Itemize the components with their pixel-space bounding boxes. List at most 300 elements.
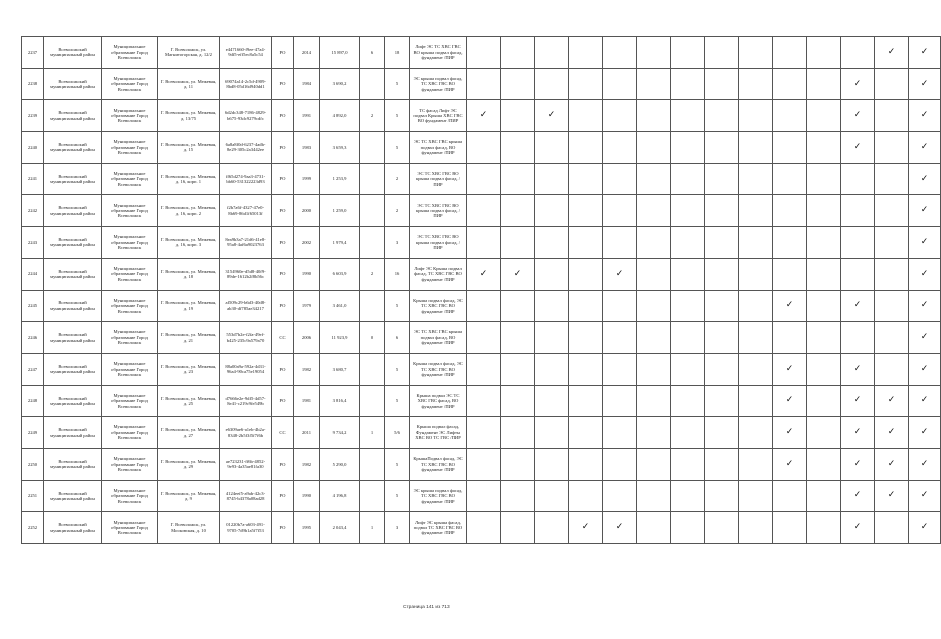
- work-column-11-cell: [807, 448, 841, 480]
- floor-count-cell: 5: [385, 480, 410, 512]
- address-cell: Г. Всеволожск, ул. Магнитогорская, д. 12/2: [158, 37, 220, 69]
- work-column-4-cell: [569, 448, 603, 480]
- work-column-5-cell: [603, 132, 637, 164]
- work-column-2-cell: [501, 480, 535, 512]
- house-guid-cell: 3154960e-d5d8-40f9-89de-1612b2f8b56c: [220, 258, 272, 290]
- checkmark-icon: ✓: [920, 427, 929, 438]
- work-column-6-cell: [637, 353, 671, 385]
- municipal-formation-cell: Муниципальное образование Город Всеволожск: [102, 322, 158, 354]
- work-column-10-cell: [773, 417, 807, 449]
- work-column-1-cell: [467, 512, 501, 544]
- checkmark-icon: ✓: [853, 78, 862, 89]
- table-row: [22, 512, 941, 544]
- checkmark-icon: ✓: [785, 363, 794, 374]
- work-column-4-cell: [569, 100, 603, 132]
- work-column-2-cell: [501, 195, 535, 227]
- total-area-cell: 3 690,2: [320, 68, 360, 100]
- row-number-cell: 2241: [22, 163, 44, 195]
- row-number-cell: 2237: [22, 37, 44, 69]
- work-column-11-cell: [807, 385, 841, 417]
- work-column-8-cell: [705, 258, 739, 290]
- work-column-9-cell: [739, 417, 773, 449]
- work-column-6-cell: [637, 448, 671, 480]
- total-area-cell: 3 461,0: [320, 290, 360, 322]
- work-column-8-cell: [705, 132, 739, 164]
- work-column-7-cell: [671, 258, 705, 290]
- work-column-9-cell: [739, 290, 773, 322]
- work-column-6-cell: [637, 163, 671, 195]
- total-area-cell: 4 892,0: [320, 100, 360, 132]
- municipal-formation-cell: Муниципальное образование Город Всеволожск: [102, 385, 158, 417]
- municipal-formation-cell: Муниципальное образование Город Всеволожск: [102, 227, 158, 259]
- municipal-district-cell: Всеволожский муниципальный район: [44, 132, 102, 164]
- work-types-cell: ЭС ТС ХВС ГВС ВО крыша подвал фасад, /ПИР: [410, 195, 467, 227]
- row-number-cell: 2252: [22, 512, 44, 544]
- work-column-9-cell: [739, 322, 773, 354]
- work-column-8-cell: [705, 290, 739, 322]
- checkmark-icon: ✓: [853, 427, 862, 438]
- work-column-8-cell: [705, 37, 739, 69]
- work-column-7-cell: [671, 353, 705, 385]
- house-guid-cell: e4471660-f9ee-47a4-9df5-eff5ec8a5c54: [220, 37, 272, 69]
- house-guid-cell: af509c29-b6d3-40d8-ab30-df785ae34217: [220, 290, 272, 322]
- work-column-3-cell: [535, 227, 569, 259]
- total-area-cell: 9 734,2: [320, 417, 360, 449]
- work-column-11-cell: [807, 37, 841, 69]
- work-column-6-cell: [637, 512, 671, 544]
- work-column-3-cell: [535, 100, 569, 132]
- work-column-6-cell: [637, 480, 671, 512]
- work-column-8-cell: [705, 68, 739, 100]
- work-column-3-cell: [535, 37, 569, 69]
- table-row: [22, 227, 941, 259]
- work-column-3-cell: [535, 290, 569, 322]
- work-column-14-cell: [909, 290, 941, 322]
- row-number-cell: 2250: [22, 448, 44, 480]
- work-column-2-cell: [501, 290, 535, 322]
- municipal-formation-cell: Муниципальное образование Город Всеволожск: [102, 100, 158, 132]
- work-column-3-cell: [535, 68, 569, 100]
- work-column-14-cell: [909, 227, 941, 259]
- total-area-cell: 15 897,0: [320, 37, 360, 69]
- work-column-1-cell: [467, 480, 501, 512]
- work-column-10-cell: [773, 322, 807, 354]
- work-column-8-cell: [705, 195, 739, 227]
- checkmark-icon: ✓: [853, 110, 862, 121]
- work-types-cell: Крыша подвал фасад, Фундамент ЭС Лифты ХВС ВО ТС ГВС /ПИР: [410, 417, 467, 449]
- build-year-cell: 1983: [294, 132, 320, 164]
- checkmark-icon: ✓: [581, 522, 590, 533]
- municipal-formation-cell: Муниципальное образование Город Всеволожск: [102, 68, 158, 100]
- address-cell: Г. Всеволожск, ул. Межевая, д. 21: [158, 322, 220, 354]
- table-row: [22, 100, 941, 132]
- work-column-9-cell: [739, 68, 773, 100]
- work-types-cell: Крыша подвал ЭС ТС ХВС ГВС фасад, ВО фундамент /ПИР: [410, 385, 467, 417]
- checkmark-icon: ✓: [785, 300, 794, 311]
- municipal-formation-cell: Муниципальное образование Город Всеволожск: [102, 258, 158, 290]
- table-row: [22, 448, 941, 480]
- floor-count-cell: 5: [385, 385, 410, 417]
- work-column-14-cell: [909, 163, 941, 195]
- work-column-14-cell: [909, 258, 941, 290]
- fund-type-cell: РО: [272, 258, 294, 290]
- table-row: [22, 132, 941, 164]
- work-column-11-cell: [807, 353, 841, 385]
- work-column-5-cell: [603, 37, 637, 69]
- floor-count-cell: 6: [385, 322, 410, 354]
- row-number-cell: 2251: [22, 480, 44, 512]
- work-column-10-cell: [773, 68, 807, 100]
- total-area-cell: 1 253,9: [320, 163, 360, 195]
- checkmark-icon: ✓: [785, 395, 794, 406]
- address-cell: Г. Всеволожск, ул. Межевая, д. 13/75: [158, 100, 220, 132]
- work-column-3-cell: [535, 322, 569, 354]
- work-column-14-cell: [909, 417, 941, 449]
- row-number-cell: 2244: [22, 258, 44, 290]
- table-row: [22, 37, 941, 69]
- work-column-8-cell: [705, 448, 739, 480]
- work-column-12-cell: [841, 353, 875, 385]
- entrance-count-cell: [360, 448, 385, 480]
- work-column-5-cell: [603, 100, 637, 132]
- work-column-3-cell: [535, 163, 569, 195]
- work-column-9-cell: [739, 37, 773, 69]
- house-guid-cell: ff65d274-9aa3-4731-bb60-531322223d93: [220, 163, 272, 195]
- checkmark-icon: ✓: [920, 458, 929, 469]
- work-column-5-cell: [603, 322, 637, 354]
- work-column-2-cell: [501, 258, 535, 290]
- work-column-11-cell: [807, 100, 841, 132]
- build-year-cell: 1990: [294, 480, 320, 512]
- work-column-5-cell: [603, 448, 637, 480]
- work-column-14-cell: [909, 512, 941, 544]
- checkmark-icon: ✓: [785, 458, 794, 469]
- checkmark-icon: ✓: [547, 110, 556, 121]
- work-column-7-cell: [671, 290, 705, 322]
- table-row: [22, 163, 941, 195]
- work-column-1-cell: [467, 195, 501, 227]
- work-types-cell: ЭС ТС ХВС ГВС крыша подвал фасад, ВО фундамент /ПИР: [410, 322, 467, 354]
- work-column-10-cell: [773, 353, 807, 385]
- table-row: [22, 480, 941, 512]
- address-cell: Г. Всеволожск, ул. Межевая, д. 15: [158, 132, 220, 164]
- work-column-2-cell: [501, 132, 535, 164]
- work-column-4-cell: [569, 68, 603, 100]
- address-cell: Г. Всеволожск, ул. Межевая, д. 11: [158, 68, 220, 100]
- work-column-13-cell: [875, 353, 909, 385]
- fund-type-cell: РО: [272, 353, 294, 385]
- checkmark-icon: ✓: [887, 46, 896, 57]
- work-column-4-cell: [569, 195, 603, 227]
- total-area-cell: 3 680,7: [320, 353, 360, 385]
- work-column-10-cell: [773, 258, 807, 290]
- table-row: [22, 290, 941, 322]
- address-cell: Г. Всеволожск, ул. Межевая, д. 16, корп. 2: [158, 195, 220, 227]
- entrance-count-cell: 2: [360, 258, 385, 290]
- work-column-5-cell: [603, 417, 637, 449]
- house-guid-cell: d7666e2e-9df5-4d57-8e41-c219c9fe549b: [220, 385, 272, 417]
- fund-type-cell: РО: [272, 195, 294, 227]
- work-column-4-cell: [569, 480, 603, 512]
- fund-type-cell: РО: [272, 385, 294, 417]
- fund-type-cell: СС: [272, 322, 294, 354]
- work-column-2-cell: [501, 322, 535, 354]
- work-column-10-cell: [773, 448, 807, 480]
- work-column-14-cell: [909, 68, 941, 100]
- work-column-6-cell: [637, 417, 671, 449]
- work-column-7-cell: [671, 227, 705, 259]
- work-column-6-cell: [637, 227, 671, 259]
- fund-type-cell: РО: [272, 290, 294, 322]
- municipal-formation-cell: Муниципальное образование Город Всеволожск: [102, 163, 158, 195]
- work-column-6-cell: [637, 258, 671, 290]
- work-column-1-cell: [467, 353, 501, 385]
- work-column-13-cell: [875, 195, 909, 227]
- work-column-2-cell: [501, 37, 535, 69]
- checkmark-icon: ✓: [920, 395, 929, 406]
- work-column-4-cell: [569, 512, 603, 544]
- work-column-10-cell: [773, 512, 807, 544]
- checkmark-icon: ✓: [853, 458, 862, 469]
- table-row: [22, 322, 941, 354]
- work-column-9-cell: [739, 100, 773, 132]
- municipal-formation-cell: Муниципальное образование Город Всеволожск: [102, 132, 158, 164]
- house-guid-cell: 88a00a9a-592a-4d31-96a4-90ca75e19054: [220, 353, 272, 385]
- work-column-14-cell: [909, 385, 941, 417]
- work-types-cell: Лифт ЭС Крыша подвал фасад, ТС ХВС ГВС ВО фундамент /ПИР: [410, 258, 467, 290]
- work-column-1-cell: [467, 258, 501, 290]
- work-column-5-cell: [603, 385, 637, 417]
- table-row: [22, 195, 941, 227]
- work-column-6-cell: [637, 37, 671, 69]
- work-column-1-cell: [467, 100, 501, 132]
- build-year-cell: 1982: [294, 448, 320, 480]
- work-column-4-cell: [569, 353, 603, 385]
- total-area-cell: 5 290,0: [320, 448, 360, 480]
- table-row: [22, 417, 941, 449]
- work-column-3-cell: [535, 512, 569, 544]
- address-cell: Г. Всеволожск, ул. Межевая, д. 16, корп. 1: [158, 163, 220, 195]
- entrance-count-cell: [360, 132, 385, 164]
- work-types-cell: Лифт ЭС крыша фасад, подвал ТС ХВС ГВС ВО фундамент /ПИР: [410, 512, 467, 544]
- work-column-6-cell: [637, 385, 671, 417]
- entrance-count-cell: [360, 385, 385, 417]
- total-area-cell: 6 603,9: [320, 258, 360, 290]
- work-column-11-cell: [807, 163, 841, 195]
- row-number-cell: 2238: [22, 68, 44, 100]
- municipal-district-cell: Всеволожский муниципальный район: [44, 195, 102, 227]
- work-column-10-cell: [773, 100, 807, 132]
- work-column-4-cell: [569, 290, 603, 322]
- work-column-3-cell: [535, 385, 569, 417]
- work-column-5-cell: [603, 258, 637, 290]
- address-cell: Г. Всеволожск, ул. Межевая, д. 29: [158, 448, 220, 480]
- entrance-count-cell: [360, 68, 385, 100]
- work-column-2-cell: [501, 353, 535, 385]
- address-cell: Г. Всеволожск, ул. Межевая, д. 27: [158, 417, 220, 449]
- work-column-13-cell: [875, 290, 909, 322]
- work-types-cell: ЭС ТС ХВС ГВС ВО крыша подвал фасад, /ПИР: [410, 163, 467, 195]
- house-guid-cell: e6309ae6-a1eb-4b2a-8348-2b5f3f5f7f6b: [220, 417, 272, 449]
- municipal-district-cell: Всеволожский муниципальный район: [44, 512, 102, 544]
- work-column-2-cell: [501, 448, 535, 480]
- work-column-12-cell: [841, 417, 875, 449]
- work-column-7-cell: [671, 322, 705, 354]
- work-column-1-cell: [467, 163, 501, 195]
- checkmark-icon: ✓: [920, 78, 929, 89]
- work-column-2-cell: [501, 385, 535, 417]
- work-column-13-cell: [875, 417, 909, 449]
- address-cell: Г. Всеволожск, ул. Межевая, д. 25: [158, 385, 220, 417]
- work-column-7-cell: [671, 480, 705, 512]
- checkmark-icon: ✓: [853, 363, 862, 374]
- work-column-9-cell: [739, 258, 773, 290]
- work-column-13-cell: [875, 480, 909, 512]
- row-number-cell: 2246: [22, 322, 44, 354]
- work-types-cell: ТС фасад Лифт ЭС подвал Крыша ХВС ГВС ВО фундамент /ПИР: [410, 100, 467, 132]
- municipal-district-cell: Всеволожский муниципальный район: [44, 37, 102, 69]
- work-column-1-cell: [467, 448, 501, 480]
- work-column-10-cell: [773, 163, 807, 195]
- work-column-2-cell: [501, 417, 535, 449]
- work-column-8-cell: [705, 480, 739, 512]
- work-column-9-cell: [739, 448, 773, 480]
- work-column-10-cell: [773, 290, 807, 322]
- checkmark-icon: ✓: [479, 110, 488, 121]
- address-cell: Г. Всеволожск, ул. Московская, д. 10: [158, 512, 220, 544]
- work-column-13-cell: [875, 227, 909, 259]
- work-column-14-cell: [909, 37, 941, 69]
- table-row: [22, 68, 941, 100]
- total-area-cell: 3 816,4: [320, 385, 360, 417]
- work-column-6-cell: [637, 100, 671, 132]
- municipal-district-cell: Всеволожский муниципальный район: [44, 480, 102, 512]
- work-column-14-cell: [909, 480, 941, 512]
- floor-count-cell: 18: [385, 37, 410, 69]
- work-column-6-cell: [637, 68, 671, 100]
- total-area-cell: 1 259,0: [320, 195, 360, 227]
- total-area-cell: 2 043,4: [320, 512, 360, 544]
- work-column-5-cell: [603, 68, 637, 100]
- work-column-7-cell: [671, 512, 705, 544]
- work-column-3-cell: [535, 195, 569, 227]
- entrance-count-cell: [360, 163, 385, 195]
- work-column-8-cell: [705, 417, 739, 449]
- work-column-4-cell: [569, 385, 603, 417]
- checkmark-icon: ✓: [853, 300, 862, 311]
- fund-type-cell: РО: [272, 227, 294, 259]
- work-column-4-cell: [569, 227, 603, 259]
- municipal-district-cell: Всеволожский муниципальный район: [44, 353, 102, 385]
- build-year-cell: 1990: [294, 258, 320, 290]
- work-column-12-cell: [841, 163, 875, 195]
- municipal-district-cell: Всеволожский муниципальный район: [44, 448, 102, 480]
- house-guid-cell: 01220b7a-a603-491-9705-7d9b1a5f7f53: [220, 512, 272, 544]
- work-column-11-cell: [807, 227, 841, 259]
- checkmark-icon: ✓: [920, 490, 929, 501]
- work-column-13-cell: [875, 385, 909, 417]
- work-column-3-cell: [535, 448, 569, 480]
- work-column-4-cell: [569, 37, 603, 69]
- checkmark-icon: ✓: [920, 268, 929, 279]
- work-column-10-cell: [773, 227, 807, 259]
- work-column-9-cell: [739, 195, 773, 227]
- work-types-cell: ЭС крыша подвал фасад, ТС ХВС ГВС ВО фундамент /ПИР: [410, 480, 467, 512]
- work-column-12-cell: [841, 385, 875, 417]
- work-column-5-cell: [603, 480, 637, 512]
- work-column-14-cell: [909, 100, 941, 132]
- work-column-11-cell: [807, 512, 841, 544]
- work-column-3-cell: [535, 417, 569, 449]
- floor-count-cell: 5/6: [385, 417, 410, 449]
- work-column-11-cell: [807, 480, 841, 512]
- work-column-1-cell: [467, 385, 501, 417]
- work-column-8-cell: [705, 353, 739, 385]
- work-column-12-cell: [841, 227, 875, 259]
- work-column-7-cell: [671, 100, 705, 132]
- floor-count-cell: 5: [385, 290, 410, 322]
- work-column-7-cell: [671, 448, 705, 480]
- municipal-district-cell: Всеволожский муниципальный район: [44, 68, 102, 100]
- municipal-formation-cell: Муниципальное образование Город Всеволожск: [102, 290, 158, 322]
- checkmark-icon: ✓: [853, 141, 862, 152]
- work-column-9-cell: [739, 480, 773, 512]
- checkmark-icon: ✓: [853, 522, 862, 533]
- work-column-12-cell: [841, 322, 875, 354]
- checkmark-icon: ✓: [887, 458, 896, 469]
- municipal-formation-cell: Муниципальное образование Город Всеволожск: [102, 448, 158, 480]
- checkmark-icon: ✓: [887, 427, 896, 438]
- work-column-9-cell: [739, 132, 773, 164]
- work-column-11-cell: [807, 195, 841, 227]
- address-cell: Г. Всеволожск, ул. Межевая, д. 19: [158, 290, 220, 322]
- checkmark-icon: ✓: [920, 522, 929, 533]
- fund-type-cell: РО: [272, 448, 294, 480]
- row-number-cell: 2248: [22, 385, 44, 417]
- work-column-7-cell: [671, 417, 705, 449]
- work-column-12-cell: [841, 480, 875, 512]
- build-year-cell: 1982: [294, 353, 320, 385]
- municipal-district-cell: Всеволожский муниципальный район: [44, 100, 102, 132]
- work-types-cell: ЭС ТС ХВС ГВС ВО крыша подвал фасад, /ПИР: [410, 227, 467, 259]
- row-number-cell: 2239: [22, 100, 44, 132]
- address-cell: Г. Всеволожск, ул. Межевая, д. 16, корп. 3: [158, 227, 220, 259]
- work-column-8-cell: [705, 322, 739, 354]
- checkmark-icon: ✓: [920, 141, 929, 152]
- work-column-12-cell: [841, 68, 875, 100]
- work-column-6-cell: [637, 132, 671, 164]
- work-column-14-cell: [909, 448, 941, 480]
- work-column-13-cell: [875, 37, 909, 69]
- entrance-count-cell: 6: [360, 37, 385, 69]
- work-column-10-cell: [773, 385, 807, 417]
- municipal-formation-cell: Муниципальное образование Город Всеволожск: [102, 512, 158, 544]
- work-column-4-cell: [569, 132, 603, 164]
- work-column-12-cell: [841, 512, 875, 544]
- municipal-formation-cell: Муниципальное образование Город Всеволожск: [102, 353, 158, 385]
- checkmark-icon: ✓: [920, 332, 929, 343]
- work-column-3-cell: [535, 258, 569, 290]
- checkmark-icon: ✓: [920, 46, 929, 57]
- work-column-7-cell: [671, 68, 705, 100]
- floor-count-cell: 2: [385, 195, 410, 227]
- work-column-11-cell: [807, 322, 841, 354]
- work-types-cell: Крыша подвал фасад, ЭС ТС ХВС ГВС ВО фундамент /ПИР: [410, 290, 467, 322]
- work-column-13-cell: [875, 322, 909, 354]
- work-column-9-cell: [739, 227, 773, 259]
- work-column-5-cell: [603, 290, 637, 322]
- work-column-10-cell: [773, 195, 807, 227]
